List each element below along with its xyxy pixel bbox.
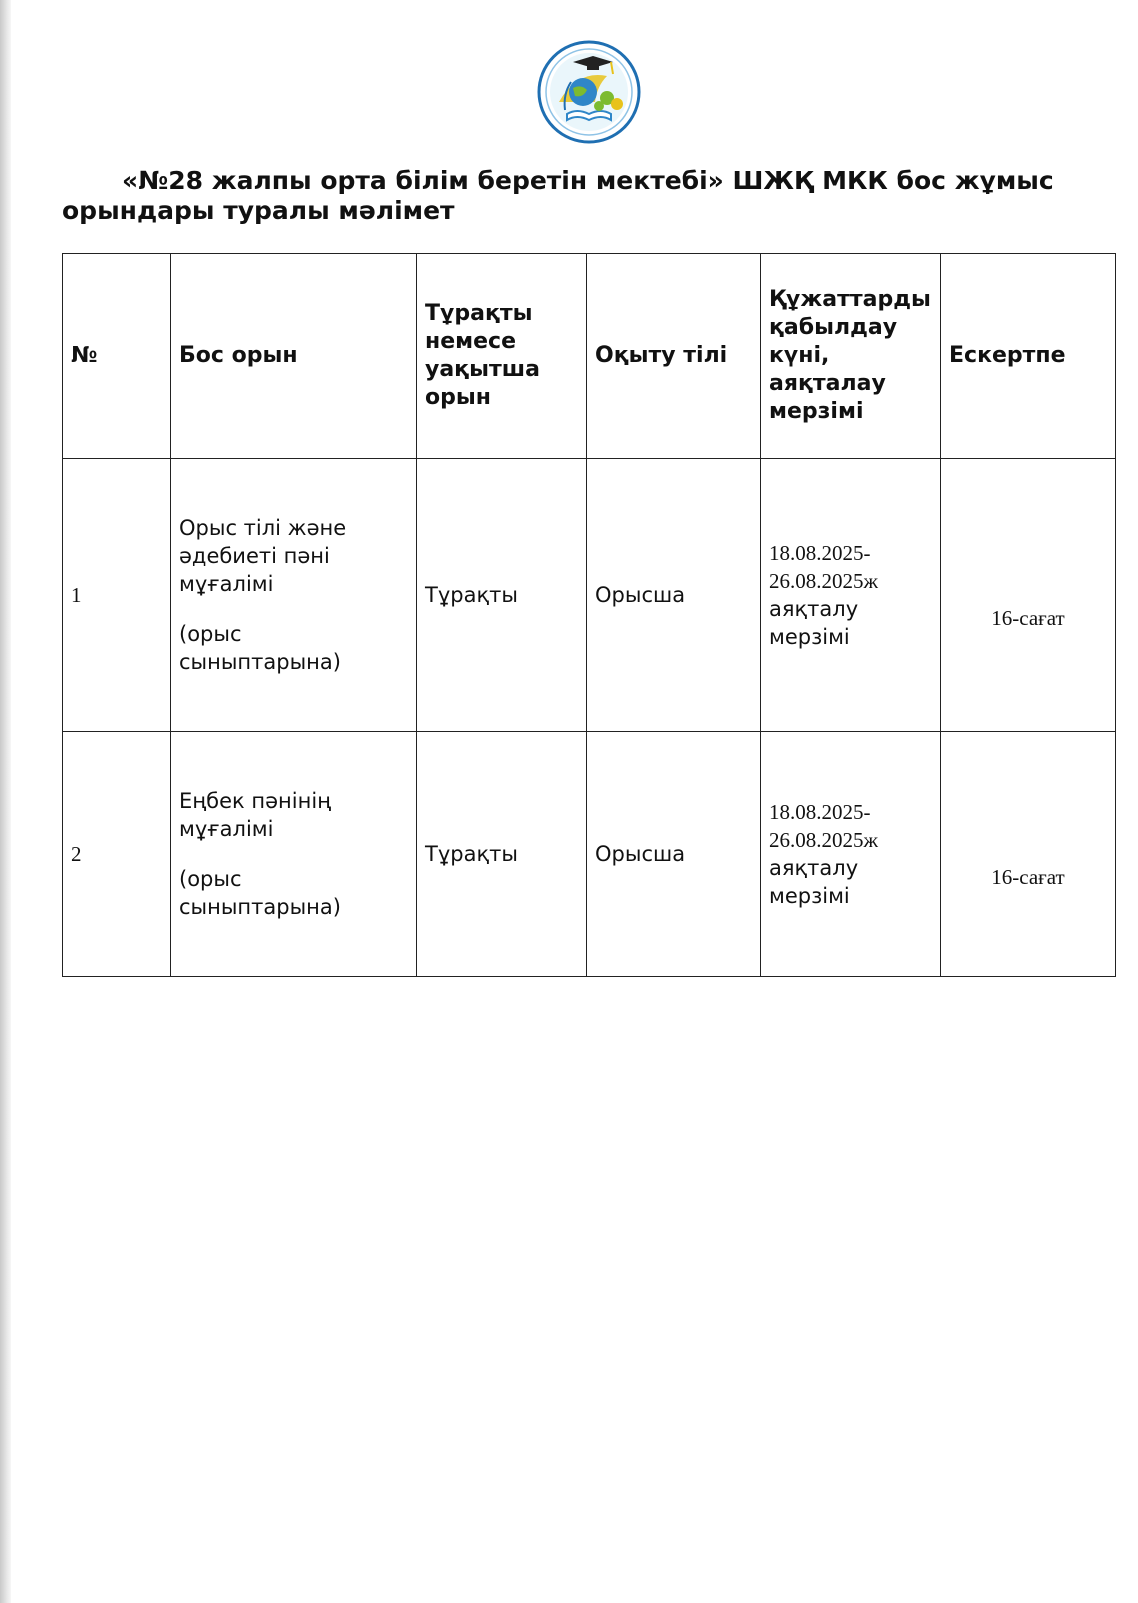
date-range: 18.08.2025-26.08.2025ж: [769, 800, 879, 852]
school-logo: [537, 40, 641, 144]
column-header-language: Оқыту тілі: [587, 254, 761, 459]
position-note: (орыс сыныптарына): [179, 867, 341, 919]
column-header-note: Ескертпе: [941, 254, 1116, 459]
column-header-number: №: [63, 254, 171, 459]
note-cell: 16-сағат: [941, 459, 1116, 732]
teaching-language: Орысша: [587, 732, 761, 977]
employment-type: Тұрақты: [417, 459, 587, 732]
position-title: Орыс тілі және әдебиеті пәні мұғалімі: [179, 516, 347, 596]
position-note: (орыс сыныптарына): [179, 622, 341, 674]
dates-cell: [761, 732, 941, 977]
date-range: 18.08.2025-26.08.2025ж: [769, 541, 879, 593]
position-title: Еңбек пәнінің мұғалімі: [179, 789, 332, 841]
table-header-row: [63, 254, 1116, 459]
deadline-label: аяқталу мерзімі: [769, 856, 859, 908]
document-title: «№28 жалпы орта білім беретін мектебі» ШЖҚ МКК бос жұмыс орындары туралы мәлімет: [62, 166, 1054, 225]
note-cell: 16-сағат: [941, 732, 1116, 977]
page-left-edge: [0, 0, 11, 1603]
column-header-position: Бос орын: [171, 254, 417, 459]
row-number: 1: [63, 459, 171, 732]
column-header-dates: Құжаттарды қабылдау күні, аяқталау мерзімі: [761, 254, 941, 459]
table-row: [63, 732, 1116, 977]
vacancy-table: [62, 253, 1116, 977]
employment-type: Тұрақты: [417, 732, 587, 977]
position-cell: [171, 732, 417, 977]
position-cell: [171, 459, 417, 732]
table-row: [63, 459, 1116, 732]
deadline-label: аяқталу мерзімі: [769, 597, 859, 649]
row-number: 2: [63, 732, 171, 977]
dates-cell: [761, 459, 941, 732]
teaching-language: Орысша: [587, 459, 761, 732]
column-header-type: Тұрақты немесе уақытша орын: [417, 254, 587, 459]
